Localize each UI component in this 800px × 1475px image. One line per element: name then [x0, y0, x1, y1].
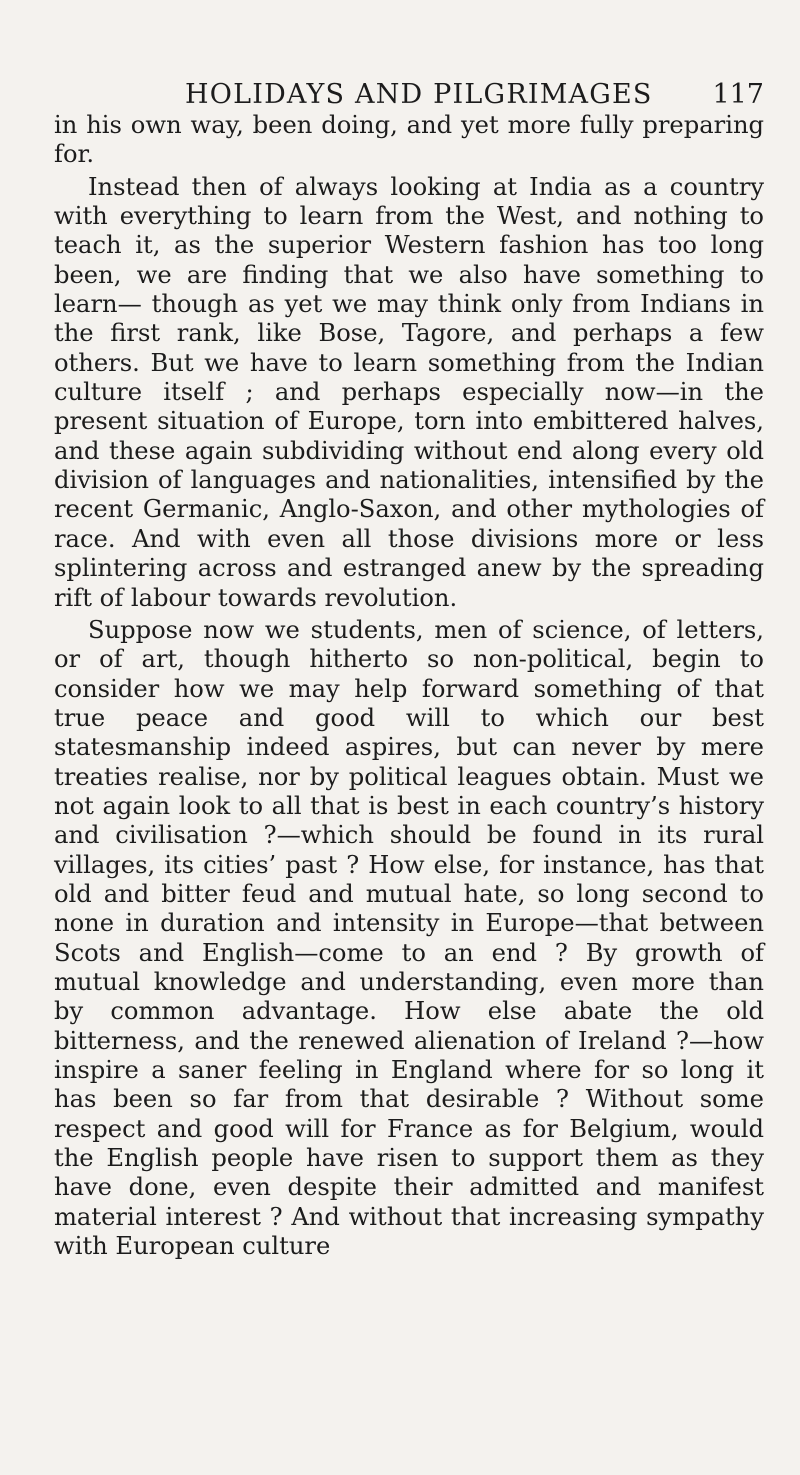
- paragraph-students-peace: Suppose now we students, men of science, of letters, or of art, though hitherto so non-political, begin to consider how we may help forward something of that true peace and good will to which our best statesmanship indeed aspires, but can never by mere treaties realise, nor by political leagues obtain. Must we not again look to all that is best in each country’s history and civilisation ?—which should be found in its rural villages, its cities’ past ? How else, for instance, has that old and bitter feud and mutual hate, so long second to none in duration and intensity in Europe—that between Scots and English—come to an end ? By growth of mutual knowledge and understanding, even more than by common advantage. How else abate the old bitterness, and the renewed alienation of Ireland ?—how inspire a saner feeling in England where for so long it has been so far from that desirable ? Without some respect and good will for France as for Belgium, would the English people have risen to support them as they have done, even despite their admitted and manifest material interest ? And without that increasing sympathy with European culture: [54, 615, 764, 1261]
- paragraph-continuation: in his own way, been doing, and yet more fully preparing for.: [54, 111, 764, 169]
- page-number: 117: [712, 79, 764, 110]
- body-text: [54, 111, 764, 1261]
- running-title: HOLIDAYS AND PILGRIMAGES: [185, 79, 653, 110]
- running-head: [54, 79, 764, 109]
- paragraph-india-culture: Instead then of always looking at India as a country with everything to learn from the West, and nothing to teach it, as the superior Western fashion has too long been, we are finding that we also have something to learn— though as yet we may think only from Indians in the first rank, like Bose, Tagore, and perhaps a few others. But we have to learn something from the Indian culture itself ; and perhaps especially now—in the present situation of Europe, torn into embittered halves, and these again subdividing without end along every old division of languages and nationalities, intensified by the recent Germanic, Anglo-Saxon, and other mythologies of race. And with even all those divisions more or less splintering across and estranged anew by the spreading rift of labour towards revolution.: [54, 172, 764, 612]
